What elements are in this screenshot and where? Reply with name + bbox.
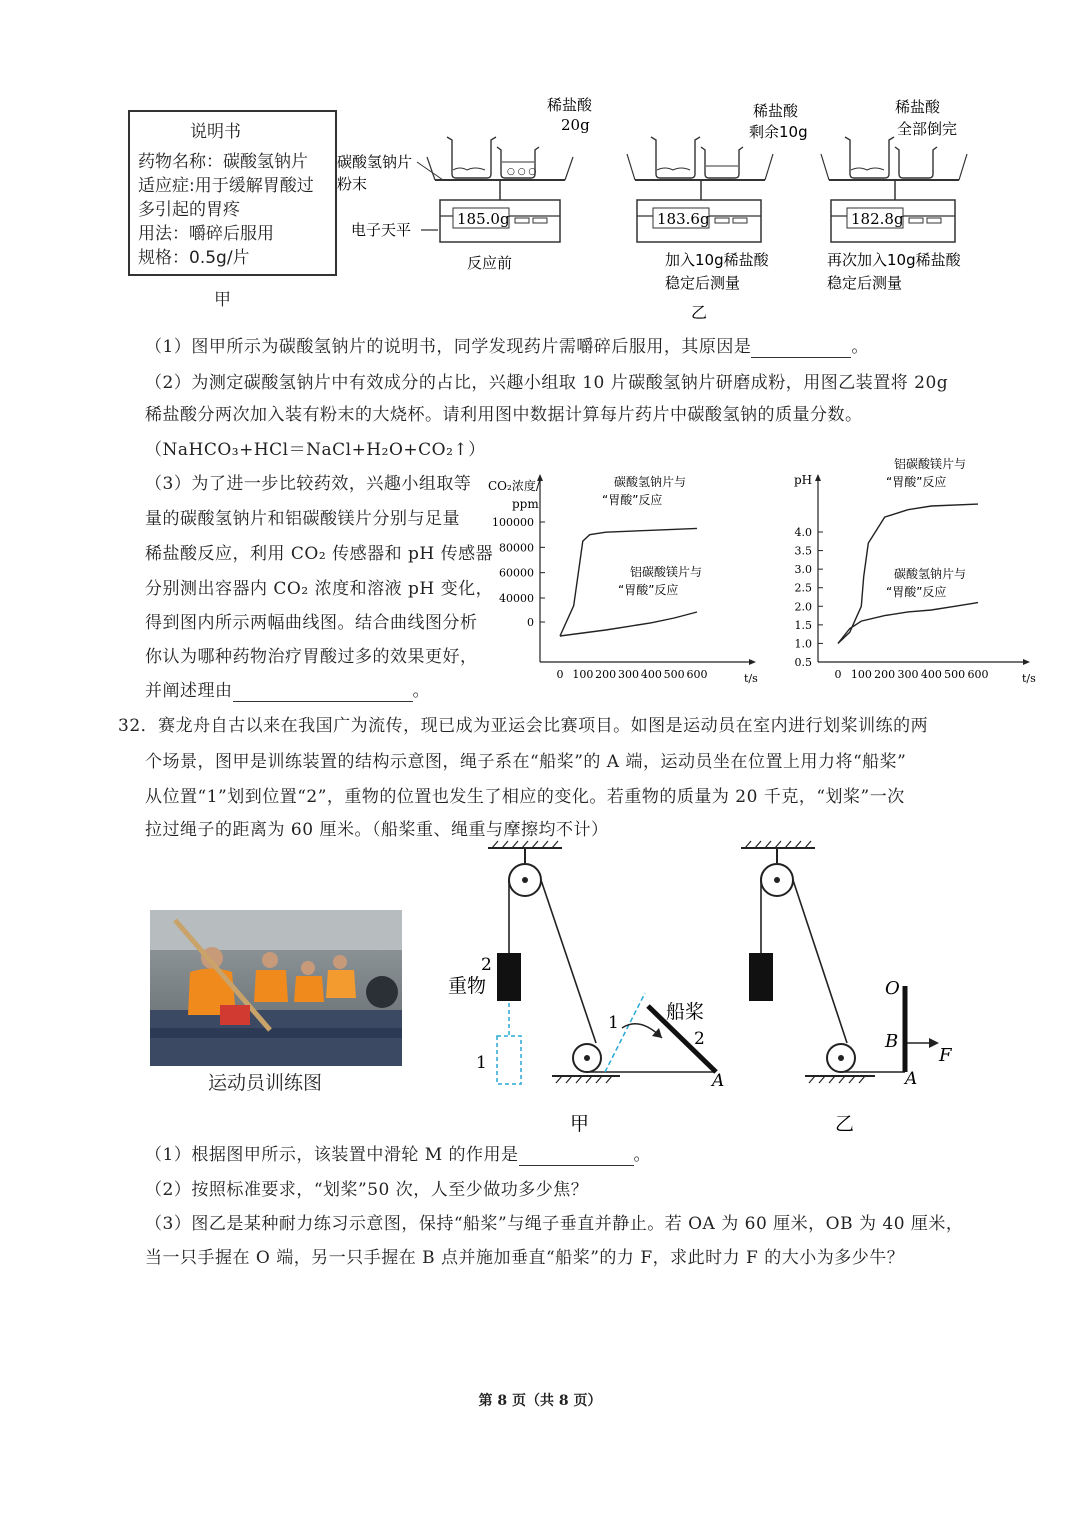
weight-block <box>497 953 521 1001</box>
training-photo <box>150 910 402 1066</box>
x-axis-label: t/s <box>744 672 758 685</box>
series-1-label-b: “胃酸”反应 <box>886 475 947 489</box>
q32-stem-line3: 从位置“1”划到位置“2”，重物的位置也发生了相应的变化。若重物的质量为 20 千克，“划桨”一次 <box>145 787 905 807</box>
y-axis-label-2: ppm <box>512 497 539 511</box>
setup1-acid-amount: 20g <box>561 116 590 134</box>
x-tick-label: 300 <box>897 668 919 681</box>
series-line-2 <box>838 603 978 644</box>
manual-title: 说明书 <box>190 122 241 142</box>
y-tick-label: 40000 <box>499 592 534 605</box>
q31-part2-equation: （NaHCO₃+HCl＝NaCl+H₂O+CO₂↑） <box>145 440 486 460</box>
q32-part3-line1: （3）图乙是某种耐力练习示意图，保持“船桨”与绳子垂直并静止。若 OA 为 60 厘米，OB 为 40 厘米， <box>145 1214 964 1234</box>
setup1-acid-label: 稀盐酸 <box>547 96 593 114</box>
series-2-label-b: “胃酸”反应 <box>886 585 947 599</box>
q32-part3-line2: 当一只手握在 O 端，另一只手握在 B 点并施加垂直“船桨”的力 F，求此时力 F 的大小为多少牛？ <box>145 1248 905 1268</box>
y-tick-label: 2.5 <box>794 581 812 595</box>
y-tick-label: 1.0 <box>794 637 812 651</box>
q32-stem-line1: 32．赛龙舟自古以来在我国广为流传，现已成为亚运会比赛项目。如图是运动员在室内进行划桨训练的两 <box>118 716 929 736</box>
answer-blank-2[interactable] <box>233 681 413 702</box>
q31-part3-line7: 并阐述理由 。 <box>145 681 430 701</box>
y-tick-label: 3.0 <box>794 563 812 577</box>
co2-chart <box>482 470 772 692</box>
y-tick-label: 3.5 <box>794 544 812 558</box>
y-axis-label-1: CO₂浓度/ <box>488 479 540 493</box>
point-O-label: O <box>885 978 900 999</box>
series-2-label-a: 铝碳酸镁片与 <box>630 565 703 579</box>
setup3-caption-1: 再次加入10g稀盐酸 <box>827 251 961 269</box>
series-1-label-a: 铝碳酸镁片与 <box>894 457 967 471</box>
setup2-caption-2: 稳定后测量 <box>665 274 741 292</box>
q32-part1: （1）根据图甲所示，该装置中滑轮 M 的作用是 。 <box>145 1145 652 1165</box>
y-tick-label: 1.5 <box>794 618 812 632</box>
page-footer: 第 8 页（共 8 页） <box>478 1393 602 1409</box>
balance-setup-2 <box>627 102 808 292</box>
x-axis-label: t/s <box>1022 672 1036 685</box>
x-tick-label: 400 <box>920 668 942 681</box>
x-tick-label: 0 <box>834 668 842 681</box>
series-1-label-b: “胃酸”反应 <box>602 493 663 507</box>
q32-part1-text: （1）根据图甲所示，该装置中滑轮 M 的作用是 <box>145 1145 519 1165</box>
x-tick-label: 0 <box>556 668 564 681</box>
y-tick-label: 4.0 <box>794 526 812 539</box>
answer-blank-3[interactable] <box>519 1145 634 1166</box>
rowing-diagram-jia <box>440 838 740 1138</box>
force-F-label: F <box>939 1045 952 1066</box>
scale-label: 电子天平 <box>351 221 412 239</box>
oar-pos1-label: 1 <box>608 1013 619 1033</box>
setup1-caption: 反应前 <box>467 254 513 272</box>
q31-part3-line5: 得到图内所示两幅曲线图。结合曲线图分析 <box>145 613 478 633</box>
x-tick-label: 600 <box>686 668 708 681</box>
q31-part3-line3: 稀盐酸反应，利用 CO₂ 传感器和 pH 传感器 <box>145 544 494 564</box>
q31-part3-line1: （3）为了进一步比较药效，兴趣小组取等 <box>145 474 472 494</box>
figure-label-jia-2: 甲 <box>570 1113 590 1135</box>
q32-stem-line2: 个场景，图甲是训练装置的结构示意图，绳子系在“船桨”的 A 端，运动员坐在位置上用力将“船桨” <box>145 752 907 772</box>
balance-setup-1 <box>427 96 593 272</box>
powder-label-2: 粉末 <box>337 175 368 193</box>
manual-line-name: 药物名称：碳酸氢钠片 <box>138 152 308 172</box>
y-tick-label: 100000 <box>492 516 534 529</box>
balance-setup-3 <box>821 98 967 292</box>
series-2-label-a: 碳酸氢钠片与 <box>894 567 967 581</box>
x-tick-label: 500 <box>944 668 966 681</box>
q31-part3-line4: 分别测出容器内 CO₂ 浓度和溶液 pH 变化， <box>145 579 494 599</box>
manual-line-spec: 规格：0.5g/片 <box>138 248 250 268</box>
x-tick-label: 100 <box>572 668 594 681</box>
series-2-label-b: “胃酸”反应 <box>618 583 679 597</box>
setup1-reading: 185.0g <box>457 210 510 228</box>
q31-part1: （1）图甲所示为碳酸氢钠片的说明书，同学发现药片需嚼碎后服用，其原因是 。 <box>145 337 869 357</box>
q31-part3-line6: 你认为哪种药物治疗胃酸过多的效果更好， <box>145 647 478 667</box>
photo-caption: 运动员训练图 <box>208 1072 323 1094</box>
series-line-2 <box>560 612 697 636</box>
x-tick-label: 200 <box>874 668 896 681</box>
instruction-manual-box <box>128 110 337 276</box>
point-A-label-yi: A <box>905 1069 918 1089</box>
q32-part2: （2）按照标准要求，“划桨”50 次，人至少做功多少焦？ <box>145 1180 589 1200</box>
y-tick-label: 60000 <box>499 566 534 580</box>
y-axis-label: pH <box>794 473 813 487</box>
y-tick-label: 80000 <box>499 541 534 555</box>
setup2-caption-1: 加入10g稀盐酸 <box>665 251 769 269</box>
weight-label: 重物 <box>448 975 487 997</box>
x-tick-label: 200 <box>595 668 617 681</box>
oar-label: 船桨 <box>666 1001 705 1023</box>
balance-diagram <box>335 92 975 322</box>
setup2-acid-amount: 剩余10g <box>749 123 808 141</box>
point-A-label-jia: A <box>712 1071 725 1091</box>
q31-part3-line2: 量的碳酸氢钠片和铝碳酸镁片分别与足量 <box>145 509 460 529</box>
y-tick-label: 0.5 <box>794 656 812 669</box>
powder-label-1: 碳酸氢钠片 <box>337 153 413 171</box>
setup2-acid-label: 稀盐酸 <box>753 102 799 120</box>
y-tick-label: 2.0 <box>794 600 812 614</box>
weight-pos2-label: 2 <box>481 955 492 975</box>
figure-label-yi-2: 乙 <box>835 1113 855 1135</box>
ph-chart <box>790 456 1040 692</box>
setup2-reading: 183.6g <box>657 210 710 228</box>
setup3-reading: 182.8g <box>851 210 904 228</box>
q31-part2-line2: 稀盐酸分两次加入装有粉末的大烧杯。请利用图中数据计算每片药片中碳酸氢钠的质量分数。 <box>145 405 863 425</box>
x-tick-label: 300 <box>618 668 639 681</box>
point-B-label: B <box>885 1031 899 1052</box>
y-tick-label: 0 <box>527 616 534 629</box>
setup3-acid-amount: 全部倒完 <box>897 120 958 138</box>
answer-blank-1[interactable] <box>751 337 851 358</box>
manual-line-indication: 适应症:用于缓解胃酸过 <box>138 176 314 196</box>
q32-stem-line4: 拉过绳子的距离为 60 厘米。（船桨重、绳重与摩擦均不计） <box>145 820 609 840</box>
rowing-diagram-yi <box>735 838 965 1138</box>
figure-label-jia-1: 甲 <box>214 290 231 310</box>
setup3-caption-2: 稳定后测量 <box>827 274 903 292</box>
q31-part3-line7-text: 并阐述理由 <box>145 681 233 701</box>
q31-part2-line1: （2）为测定碳酸氢钠片中有效成分的占比，兴趣小组取 10 片碳酸氢钠片研磨成粉，用图乙装置将 20g <box>145 373 949 393</box>
svg-text:○ ○ ○: ○ ○ ○ <box>507 167 537 177</box>
oar-pos2-label: 2 <box>694 1029 705 1049</box>
figure-label-yi-1: 乙 <box>691 303 708 322</box>
x-tick-label: 400 <box>640 668 662 681</box>
series-1-label-a: 碳酸氢钠片与 <box>614 475 687 489</box>
manual-line-usage: 用法：嚼碎后服用 <box>138 224 274 244</box>
x-tick-label: 100 <box>850 668 872 681</box>
setup3-acid-label: 稀盐酸 <box>895 98 941 116</box>
x-tick-label: 500 <box>663 668 685 681</box>
manual-line-indication-cont: 多引起的胃疼 <box>138 200 240 220</box>
x-tick-label: 600 <box>967 668 989 681</box>
weight-pos1-label: 1 <box>476 1053 487 1073</box>
q31-part1-text: （1）图甲所示为碳酸氢钠片的说明书，同学发现药片需嚼碎后服用，其原因是 <box>145 337 752 357</box>
